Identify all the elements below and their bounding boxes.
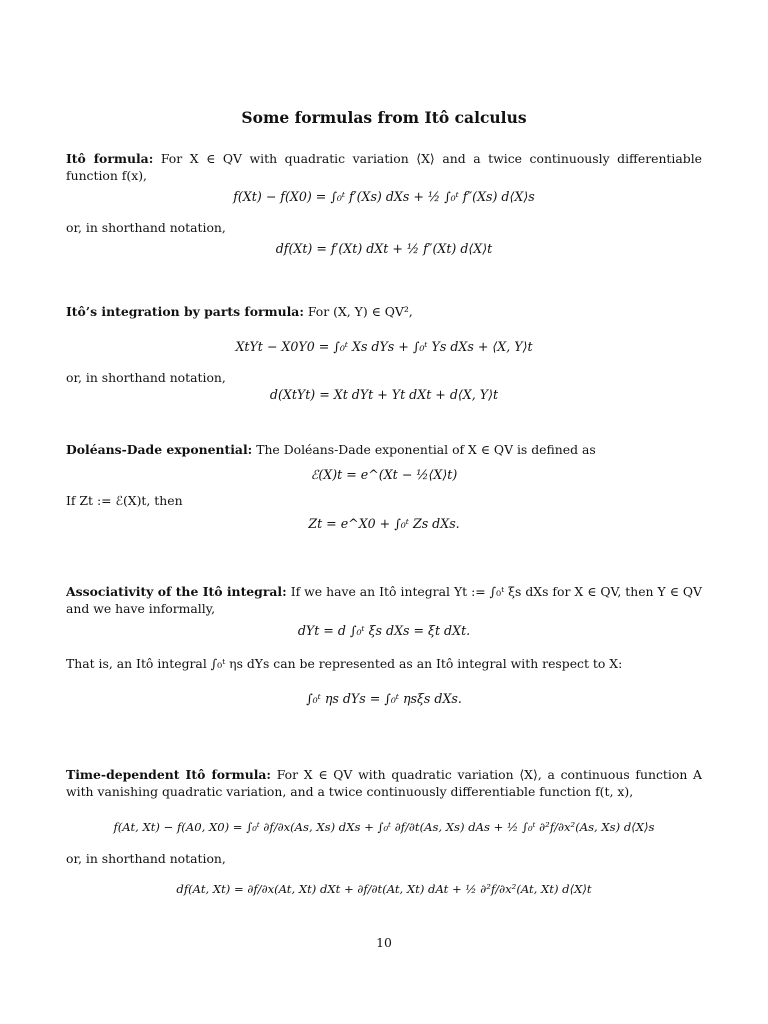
page-number: 10 <box>376 935 392 950</box>
ito-shorthand-equation: df(Xt) = f′(Xt) dXt + ½ f″(Xt) d⟨X⟩t <box>275 241 493 256</box>
doleans-dade-equation: Zt = e^X0 + ∫₀ᵗ Zs dXs. <box>308 516 460 531</box>
associativity-text: That is, an Itô integral ∫₀ᵗ ηs dYs can be represented as an Itô integral with respect to X: <box>66 656 623 671</box>
shorthand-text: or, in shorthand notation, <box>66 220 226 235</box>
section-text: For (X, Y) ∈ QV², <box>307 304 413 319</box>
section-heading: Itô’s integration by parts formula: <box>66 304 304 319</box>
section-heading: Associativity of the Itô integral: <box>66 584 287 599</box>
shorthand-text: or, in shorthand notation, <box>66 851 226 866</box>
ito-formula-intro <box>66 150 702 184</box>
time-dependent-intro <box>66 766 702 800</box>
shorthand-text: or, in shorthand notation, <box>66 370 226 385</box>
integration-by-parts-intro <box>66 303 702 320</box>
integration-by-parts-shorthand: d(XtYt) = Xt dYt + Yt dXt + d⟨X, Y⟩t <box>269 387 499 402</box>
section-heading: Time-dependent Itô formula: <box>66 767 272 782</box>
page-title: Some formulas from Itô calculus <box>241 108 527 127</box>
doleans-dade-intro <box>66 441 702 458</box>
integration-by-parts-equation: XtYt − X0Y0 = ∫₀ᵗ Xs dYs + ∫₀ᵗ Ys dXs + ⟨X, Y⟩t <box>235 339 533 354</box>
time-dependent-shorthand: df(At, Xt) = ∂f/∂x(At, Xt) dXt + ∂f/∂t(At, Xt) dAt + ½ ∂²f/∂x²(At, Xt) d⟨X⟩t <box>176 882 592 896</box>
section-text: The Doléans-Dade exponential of X ∈ QV is defined as <box>256 442 596 457</box>
section-text: If we have an Itô integral Yt := ∫₀ᵗ ξs dXs for X ∈ QV, then Y ∈ QV and we have informally, <box>66 584 702 616</box>
section-text: For X ∈ QV with quadratic variation ⟨X⟩ and a twice continuously differentiable function f(x), <box>66 151 702 183</box>
time-dependent-equation: f(At, Xt) − f(A0, X0) = ∫₀ᵗ ∂f/∂x(As, Xs) dXs + ∫₀ᵗ ∂f/∂t(As, Xs) dAs + ½ ∫₀ᵗ ∂²f/∂x²(As, Xs) d⟨X⟩s <box>113 820 655 834</box>
associativity-intro <box>66 583 702 617</box>
section-heading: Itô formula: <box>66 151 154 166</box>
section-text: For X ∈ QV with quadratic variation ⟨X⟩, a continuous function A with vanishing quadratic variation, and a twice continuously differentiable function f(t, x), <box>66 767 702 799</box>
section-heading: Doléans-Dade exponential: <box>66 442 253 457</box>
associativity-equation: dYt = d ∫₀ᵗ ξs dXs = ξt dXt. <box>297 623 471 638</box>
doleans-dade-definition: ℰ(X)t = e^(Xt − ½⟨X⟩t) <box>310 467 458 482</box>
doleans-dade-text: If Zt := ℰ(X)t, then <box>66 493 183 508</box>
ito-formula-equation: f(Xt) − f(X0) = ∫₀ᵗ f′(Xs) dXs + ½ ∫₀ᵗ f″(Xs) d⟨X⟩s <box>233 189 535 204</box>
associativity-equation-2: ∫₀ᵗ ηs dYs = ∫₀ᵗ ηsξs dXs. <box>306 691 462 706</box>
